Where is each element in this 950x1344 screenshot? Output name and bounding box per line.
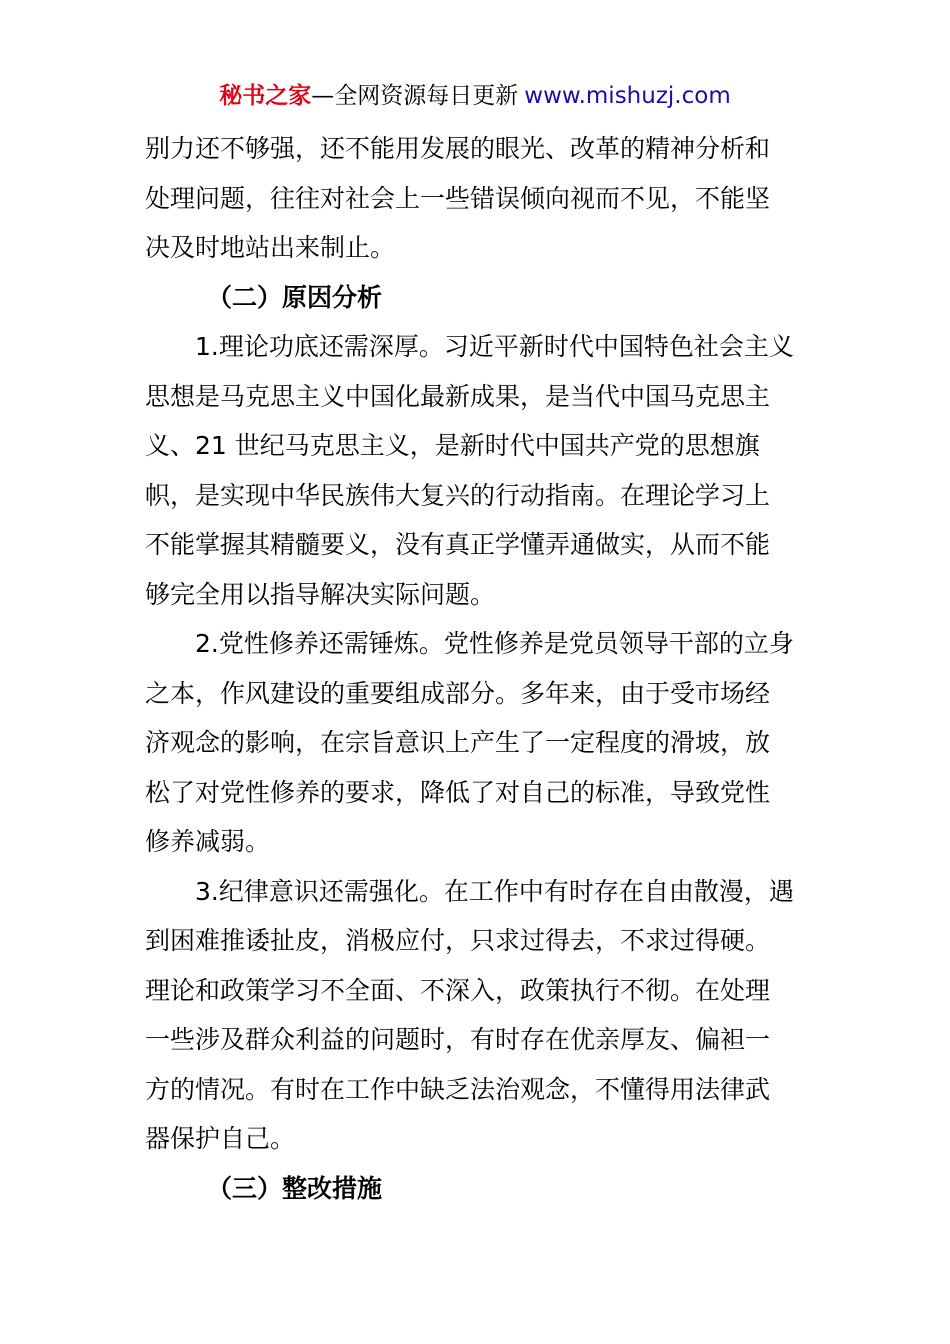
paragraph-start: 2.党性修养还需锤炼。党性修养是党员领导干部的立身 [195, 629, 794, 658]
text-line: 理论和政策学习不全面、不深入，政策执行不彻。在处理 [145, 975, 771, 1005]
text-line: 义、21 世纪马克思主义，是新时代中国共产党的思想旗 [145, 431, 760, 460]
document-body [145, 124, 810, 1213]
text-line: 松了对党性修养的要求，降低了对自己的标准，导致党性 [145, 777, 771, 807]
text-line: 器保护自己。 [145, 1124, 296, 1153]
paragraph-start: 1.理论功底还需深厚。习近平新时代中国特色社会主义 [195, 332, 794, 361]
section-heading-measures: （三）整改措施 [207, 1173, 383, 1203]
site-header [0, 80, 950, 112]
text-line: 别力还不够强，还不能用发展的眼光、改革的精神分析和 [145, 134, 771, 163]
site-url-link[interactable]: www.mishuzj.com [524, 83, 731, 109]
section-heading-reasons: （二）原因分析 [207, 282, 383, 312]
text-line: 方的情况。有时在工作中缺乏法治观念，不懂得用法律武 [145, 1074, 771, 1104]
header-tagline: —全网资源每日更新 [311, 83, 519, 109]
text-line: 帜，是实现中华民族伟大复兴的行动指南。在理论学习上 [145, 480, 771, 510]
text-line: 决及时地站出来制止。 [145, 233, 396, 262]
text-line: 处理问题，往往对社会上一些错误倾向视而不见，不能坚 [145, 183, 771, 213]
text-line: 思想是马克思主义中国化最新成果，是当代中国马克思主 [145, 381, 771, 411]
text-line: 到困难推诿扯皮，消极应付，只求过得去，不求过得硬。 [145, 926, 771, 955]
brand-name: 秘书之家 [219, 83, 312, 109]
text-line: 之本，作风建设的重要组成部分。多年来，由于受市场经 [145, 678, 771, 708]
paragraph-start: 3.纪律意识还需强化。在工作中有时存在自由散漫，遇 [195, 876, 794, 906]
text-line: 济观念的影响，在宗旨意识上产生了一定程度的滑坡，放 [145, 728, 771, 757]
text-line: 一些涉及群众利益的问题时，有时存在优亲厚友、偏袒一 [145, 1025, 771, 1054]
text-line: 修养减弱。 [145, 827, 271, 856]
text-line: 不能掌握其精髓要义，没有真正学懂弄通做实，从而不能 [145, 530, 771, 559]
text-line: 够完全用以指导解决实际问题。 [145, 579, 496, 609]
